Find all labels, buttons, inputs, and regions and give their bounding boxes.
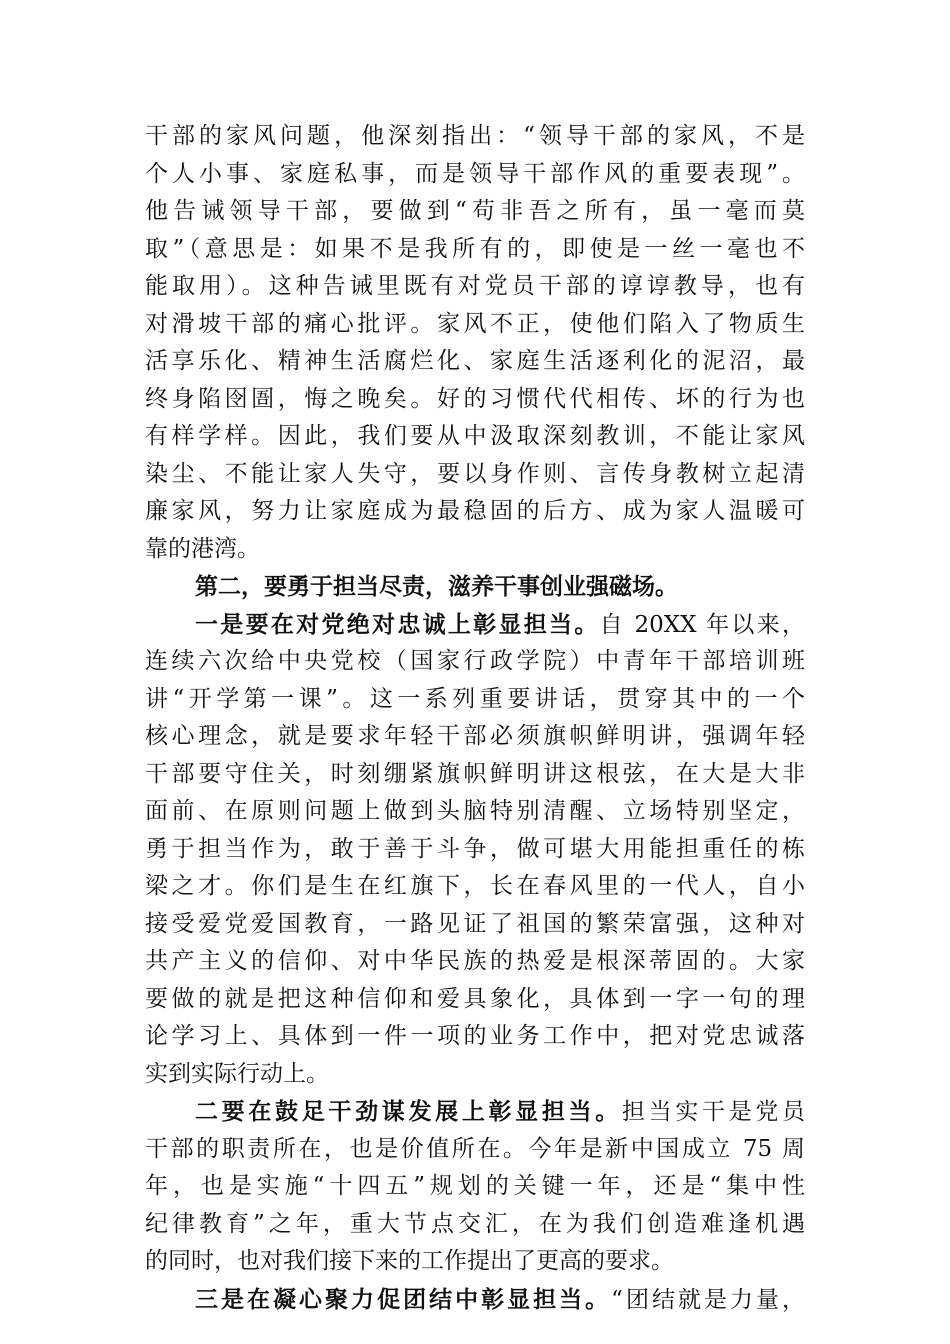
- lead-rest: 自 20XX 年以来，: [599, 611, 805, 638]
- paragraph-development: [145, 1093, 805, 1281]
- text-line: 廉家风，努力让家庭成为最稳固的后方、成为家人温暖可: [145, 498, 805, 524]
- text-line: 实到实际行动上。: [145, 1060, 329, 1087]
- text-line: 终身陷囹圄，悔之晚矣。好的习惯代代相传、坏的行为也: [145, 385, 805, 412]
- paragraph-first-line: [145, 1093, 805, 1131]
- text-line: 个人小事、家庭私事，而是领导干部作风的重要表现”。: [145, 160, 805, 187]
- text-line: 论学习上、具体到一件一项的业务工作中，把对党忠诚落: [145, 1023, 805, 1049]
- text-line: 对滑坡干部的痛心批评。家风不正，使他们陷入了物质生: [145, 310, 805, 337]
- text-line: 核心理念，就是要求年轻干部必须旗帜鲜明讲，强调年轻: [145, 723, 805, 749]
- text-line: 有样学样。因此，我们要从中汲取深刻教训，不能让家风: [145, 423, 805, 449]
- text-line: 接受爱党爱国教育，一路见证了祖国的繁荣富强，这种对: [145, 910, 805, 937]
- text-line: 干部要守住关，时刻绷紧旗帜鲜明讲这根弦，在大是大非: [145, 760, 805, 787]
- text-line: 勇于担当作为，敢于善于斗争，做可堪大用能担重任的栋: [145, 835, 805, 862]
- text-line: 取”（意思是：如果不是我所有的，即使是一丝一毫也不: [145, 235, 805, 262]
- lead-rest: 担当实干是党员: [621, 1099, 806, 1125]
- text-line: 讲“开学第一课”。这一系列重要讲话，贯穿其中的一个: [145, 685, 805, 712]
- text-line: 能取用）。这种告诫里既有对党员干部的谆谆教导，也有: [145, 273, 805, 299]
- bold-lead: 三是在凝心聚力促团结中彰显担当。: [195, 1285, 612, 1313]
- text-line: 靠的港湾。: [145, 535, 260, 562]
- text-line: 他告诫领导干部，要做到“苟非吾之所有，虽一毫而莫: [145, 198, 805, 224]
- paragraph-first-line: [145, 1281, 805, 1319]
- text-line: 年，也是实施“十四五”规划的关键一年，还是“集中性: [145, 1173, 805, 1199]
- text-line: 连续六次给中央党校（国家行政学院）中青年干部培训班: [145, 648, 805, 674]
- text-line: 的同时，也对我们接下来的工作提出了更高的要求。: [145, 1248, 674, 1274]
- document-page: [145, 118, 805, 1318]
- text-line: 要做的就是把这种信仰和爱具象化，具体到一字一句的理: [145, 985, 805, 1012]
- section-heading: [145, 568, 805, 606]
- text-line: 面前、在原则问题上做到头脑特别清醒、立场特别坚定，: [145, 798, 805, 824]
- paragraph-family-style: [145, 118, 805, 568]
- text-line: 纪律教育”之年，重大节点交汇，在为我们创造难逢机遇: [145, 1210, 805, 1237]
- text-line: 干部的职责所在，也是价值所在。今年是新中国成立 75 周: [145, 1135, 805, 1162]
- bold-lead: 二要在鼓足干劲谋发展上彰显担当。: [195, 1098, 622, 1125]
- text-line: 梁之才。你们是生在红旗下，长在春风里的一代人，自小: [145, 873, 805, 899]
- paragraph-first-line: [145, 606, 805, 644]
- paragraph-loyalty: [145, 606, 805, 1094]
- text-line: 染尘、不能让家人失守，要以身作则、言传身教树立起清: [145, 460, 805, 487]
- heading-text: 第二，要勇于担当尽责，滋养干事创业强磁场。: [195, 573, 678, 600]
- text-line: 共产主义的信仰、对中华民族的热爱是根深蒂固的。大家: [145, 948, 805, 974]
- text-line: 干部的家风问题，他深刻指出：“领导干部的家风，不是: [145, 123, 805, 149]
- paragraph-unity: [145, 1281, 805, 1319]
- bold-lead: 一是要在对党绝对忠诚上彰显担当。: [195, 610, 600, 638]
- text-line: 活享乐化、精神生活腐烂化、家庭生活逐利化的泥沼，最: [145, 348, 805, 374]
- lead-rest: “团结就是力量，: [611, 1286, 806, 1313]
